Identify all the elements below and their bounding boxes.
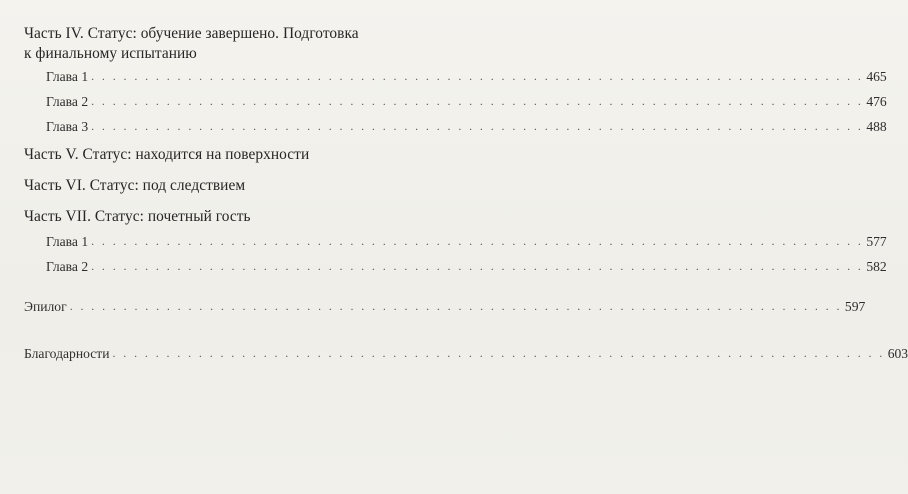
toc-part-5-heading: [24, 145, 309, 165]
dot-leader: . . . . . . . . . . . . . . . . . . . . . . . . . . . . . . . . . . . . . . . . . . . . . . . . . . . . . . . . . . . . . . . . . . . . . . . .: [69, 299, 842, 313]
dot-leader: . . . . . . . . . . . . . . . . . . . . . . . . . . . . . . . . . . . . . . . . . . . . . . . . . . . . . . . . . . . . . . . . . . . . . . . .: [91, 234, 864, 248]
dot-leader: . . . . . . . . . . . . . . . . . . . . . . . . . . . . . . . . . . . . . . . . . . . . . . . . . . . . . . . . . . . . . . . . . . . . . . . .: [91, 94, 864, 108]
dot-leader: . . . . . . . . . . . . . . . . . . . . . . . . . . . . . . . . . . . . . . . . . . . . . . . . . . . . . . . . . . . . . . . . . . . . . . . .: [91, 69, 864, 83]
toc-part-5-title: Часть V. Статус: находится на поверхности: [24, 146, 310, 163]
toc-entry-page-number: 465: [866, 69, 887, 84]
toc-entry-part4-chapter-3: [46, 118, 887, 136]
toc-entry-page-number: 582: [866, 259, 887, 274]
toc-entry-page-number: 603: [887, 346, 908, 361]
toc-entry-part7-chapter-2: [46, 258, 887, 276]
toc-entry-part7-chapter-1: [46, 233, 887, 251]
toc-entry-label: Глава 1: [46, 234, 89, 249]
toc-entry-page-number: 597: [844, 299, 866, 314]
toc-part-4-title-line-2: к финальному испытанию: [24, 45, 197, 62]
toc-entry-label: Эпилог: [24, 299, 67, 314]
toc-entry-label: Благодарности: [24, 346, 110, 361]
toc-entry-acknowledgements: [24, 345, 908, 363]
dot-leader: . . . . . . . . . . . . . . . . . . . . . . . . . . . . . . . . . . . . . . . . . . . . . . . . . . . . . . . . . . . . . . . . . . . . . . . .: [91, 259, 864, 273]
toc-entry-part4-chapter-1: [46, 68, 887, 86]
toc-part-7-heading: [24, 207, 251, 227]
toc-entry-label: Глава 1: [46, 69, 89, 84]
toc-part-6-heading: [24, 176, 245, 196]
toc-entry-page-number: 488: [866, 119, 887, 134]
toc-entry-page-number: 476: [866, 94, 887, 109]
dot-leader: . . . . . . . . . . . . . . . . . . . . . . . . . . . . . . . . . . . . . . . . . . . . . . . . . . . . . . . . . . . . . . . . . . . . . . . .: [91, 119, 864, 133]
toc-part-7-title: Часть VII. Статус: почетный гость: [24, 208, 251, 225]
toc-part-6-title: Часть VI. Статус: под следствием: [24, 177, 246, 194]
dot-leader: . . . . . . . . . . . . . . . . . . . . . . . . . . . . . . . . . . . . . . . . . . . . . . . . . . . . . . . . . . . . . . . . . . . . . . . .: [112, 346, 885, 360]
toc-part-4-title-line-1: Часть IV. Статус: обучение завершено. Подготовка: [24, 25, 359, 42]
toc-entry-page-number: 577: [866, 234, 887, 249]
toc-part-4-heading: [24, 24, 359, 64]
toc-entry-part4-chapter-2: [46, 93, 887, 111]
toc-entry-label: Глава 3: [46, 119, 89, 134]
toc-entry-label: Глава 2: [46, 94, 89, 109]
toc-entry-label: Глава 2: [46, 259, 89, 274]
toc-entry-epilogue: [24, 298, 866, 316]
